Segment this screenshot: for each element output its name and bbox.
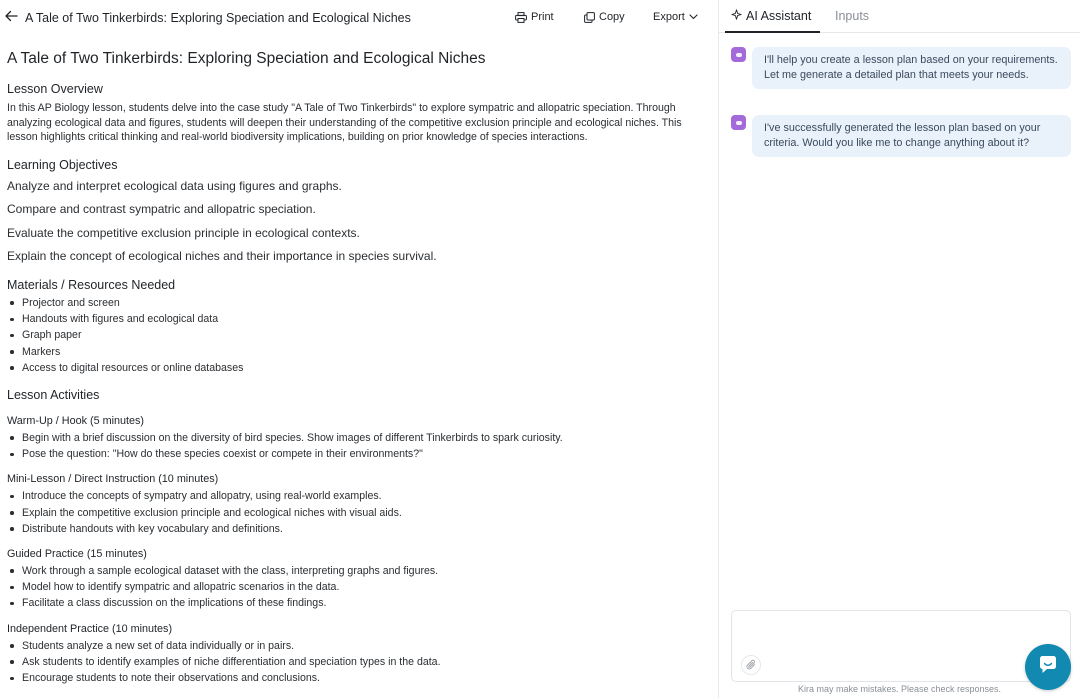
- objective-item: Analyze and interpret ecological data using figures and graphs.: [7, 178, 342, 193]
- bot-avatar-icon: [731, 47, 746, 62]
- activities-heading: Lesson Activities: [7, 387, 100, 402]
- list-item: Projector and screen: [7, 295, 697, 311]
- objective-item: Compare and contrast sympatric and allopatric speciation.: [7, 202, 316, 217]
- tab-ai-assistant[interactable]: [731, 9, 811, 23]
- document-content: [7, 49, 697, 686]
- message-bubble: I've successfully generated the lesson plan based on your criteria. Would you like me to change anything about it?: [752, 115, 1071, 157]
- list-item: Ask students to identify examples of niche differentiation and speciation types in the data.: [7, 654, 697, 670]
- list-item: Introduce the concepts of sympatry and allopatry, using real-world examples.: [7, 488, 697, 504]
- materials-heading: Materials / Resources Needed: [7, 277, 176, 292]
- list-item: Access to digital resources or online databases: [7, 360, 697, 376]
- document-toolbar-title: A Tale of Two Tinkerbirds: Exploring Speciation and Ecological Niches: [25, 11, 411, 25]
- assistant-pane: [718, 0, 1080, 698]
- overview-text: In this AP Biology lesson, students delve into the case study "A Tale of Two Tinkerbirds" to explore sympatric and allopatric speciation. Through analyzing ecological data and figures, students will deepen their understanding of the competitive exclusion principle and ecological niches. This lesson highlights critical thinking and real-world biodiversity implications, building on prior knowledge of species interactions.: [7, 102, 682, 144]
- page-title: A Tale of Two Tinkerbirds: Exploring Speciation and Ecological Niches: [7, 50, 486, 67]
- activity-list: [7, 563, 697, 612]
- export-button[interactable]: [653, 11, 698, 23]
- tab-ai-assistant-label: AI Assistant: [746, 9, 812, 23]
- bot-avatar-icon: [731, 115, 746, 130]
- list-item: Distribute handouts with key vocabulary and definitions.: [7, 521, 697, 537]
- list-item: Begin with a brief discussion on the diversity of bird species. Show images of different Tinkerbirds to spark curiosity.: [7, 430, 697, 446]
- active-tab-indicator: [725, 31, 820, 33]
- print-label: Print: [531, 11, 554, 23]
- list-item: Students analyze a new set of data individually or in pairs.: [7, 638, 697, 654]
- copy-label: Copy: [599, 11, 625, 23]
- activity-title: Independent Practice (10 minutes): [7, 622, 173, 635]
- disclaimer-text: Kira may make mistakes. Please check responses.: [797, 684, 1002, 694]
- printer-icon: [515, 12, 527, 23]
- list-item: Work through a sample ecological dataset with the class, interpreting graphs and figures.: [7, 563, 697, 579]
- list-item: Markers: [7, 344, 697, 360]
- copy-button[interactable]: [584, 11, 625, 23]
- sparkle-icon: [731, 9, 742, 23]
- tab-inputs[interactable]: Inputs: [835, 9, 870, 23]
- copy-icon: [584, 12, 595, 23]
- activity-title: Guided Practice (15 minutes): [7, 547, 147, 560]
- overview-heading: Lesson Overview: [7, 82, 103, 96]
- activity-list: [7, 638, 697, 687]
- list-item: Handouts with figures and ecological data: [7, 311, 697, 327]
- paperclip-icon[interactable]: [741, 655, 761, 675]
- activity-list: [7, 488, 697, 537]
- chevron-down-icon: [689, 14, 698, 20]
- chat-bubble-icon: [1036, 653, 1060, 682]
- assistant-tabs: [719, 0, 1080, 33]
- activity-title: Mini-Lesson / Direct Instruction (10 minutes): [7, 473, 219, 486]
- list-item: Model how to identify sympatric and allopatric scenarios in the data.: [7, 579, 697, 595]
- objectives-heading: Learning Objectives: [7, 157, 118, 172]
- list-item: Encourage students to note their observations and conclusions.: [7, 670, 697, 686]
- objective-item: Evaluate the competitive exclusion principle in ecological contexts.: [7, 225, 360, 240]
- list-item: Graph paper: [7, 327, 697, 343]
- print-button[interactable]: [515, 11, 554, 23]
- list-item: Explain the competitive exclusion principle and ecological niches with visual aids.: [7, 505, 697, 521]
- export-label: Export: [653, 11, 685, 23]
- document-toolbar: [0, 0, 718, 37]
- activity-list: [7, 430, 697, 462]
- back-arrow-icon[interactable]: [4, 9, 20, 27]
- message-bubble: I'll help you create a lesson plan based on your requirements. Let me generate a detailed plan that meets your needs.: [752, 47, 1071, 89]
- chat-input[interactable]: [731, 610, 1071, 682]
- activity-title: Warm-Up / Hook (5 minutes): [7, 414, 144, 427]
- list-item: Facilitate a class discussion on the implications of these findings.: [7, 595, 697, 611]
- list-item: Pose the question: "How do these species coexist or compete in their environments?": [7, 446, 697, 462]
- materials-list: [7, 295, 697, 376]
- chat-support-button[interactable]: [1025, 644, 1071, 690]
- objective-item: Explain the concept of ecological niches and their importance in species survival.: [7, 248, 437, 263]
